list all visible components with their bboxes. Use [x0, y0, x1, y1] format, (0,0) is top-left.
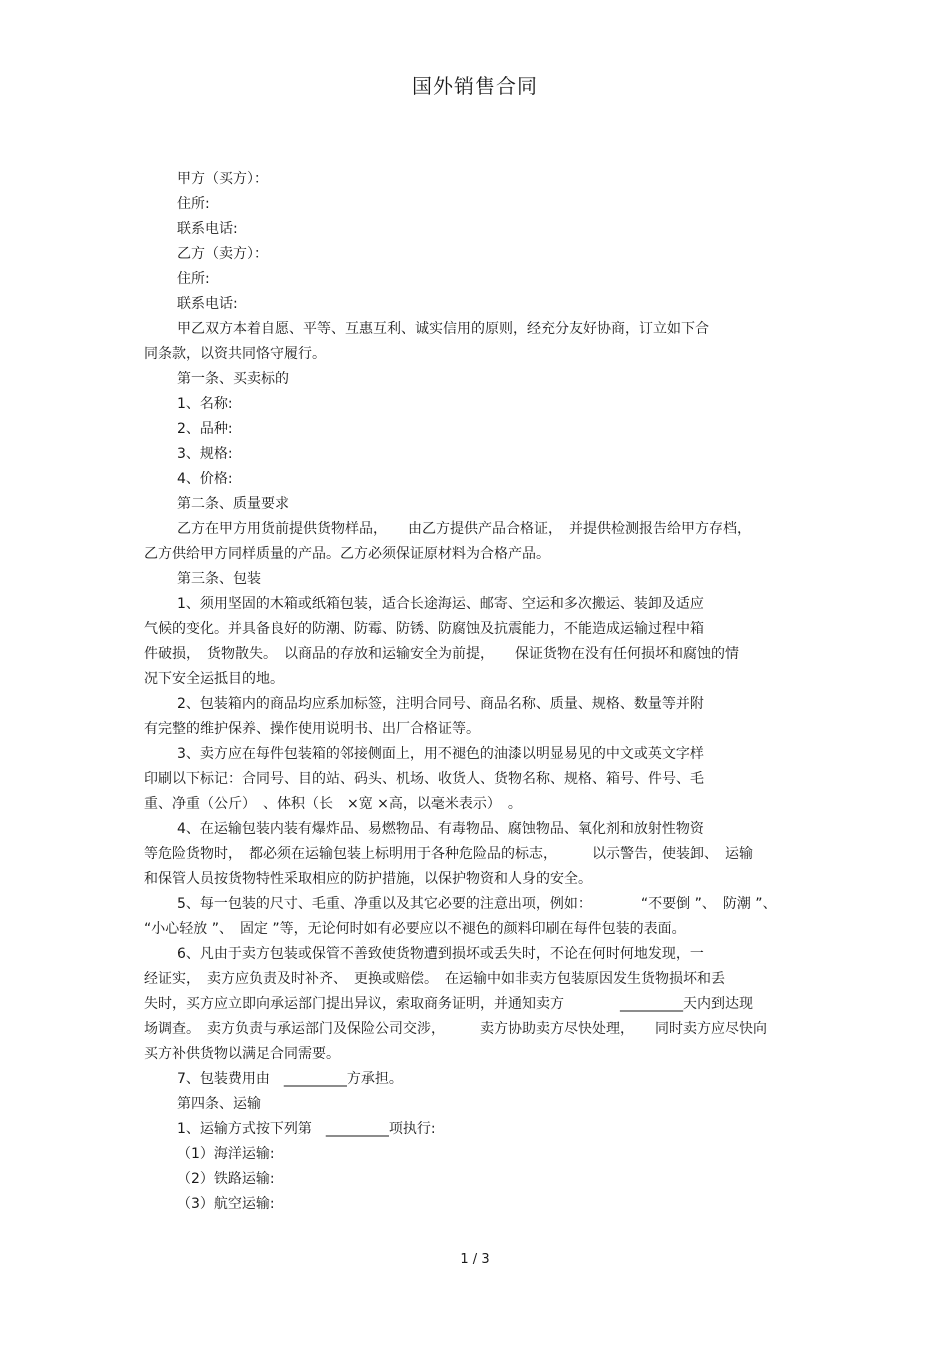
transport-option-ocean: （1）海洋运输:	[177, 1146, 275, 1162]
article-3-clause-7: 7、包装费用由 _________方承担。	[177, 1071, 403, 1087]
article-3-clause-1-line-1: 1、须用坚固的木箱或纸箱包装，适合长途海运、邮寄、空运和多次搬运、装卸及适应	[177, 596, 704, 612]
article-1-item-price: 4、价格:	[177, 471, 233, 487]
transport-option-rail: （2）铁路运输:	[177, 1171, 275, 1187]
article-2-text-line-2: 乙方供给甲方同样质量的产品。乙方必须保证原材料为合格产品。	[144, 546, 550, 562]
party-b-seller: 乙方（卖方）：	[177, 246, 268, 262]
preamble-line-1: 甲乙双方本着自愿、平等、互惠互利、诚实信用的原则，经充分友好协商，订立如下合	[177, 321, 709, 337]
article-3-clause-6-line-1: 6、凡由于卖方包装或保管不善致使货物遭到损坏或丢失时，不论在何时何地发现，一	[177, 946, 704, 962]
preamble-line-2: 同条款，以资共同恪守履行。	[144, 346, 326, 362]
article-3-clause-2-line-2: 有完整的维护保养、操作使用说明书、出厂合格证等。	[144, 721, 480, 737]
article-3-clause-3-line-2: 印刷以下标记：合同号、目的站、码头、机场、收货人、货物名称、规格、箱号、件号、毛	[144, 771, 704, 787]
article-3-clause-6-line-2: 经证实， 卖方应负责及时补齐、 更换或赔偿。 在运输中如非卖方包装原因发生货物损坏和丢	[144, 971, 725, 987]
article-3-clause-6-line-3: 失时，买方应立即向承运部门提出异议，索取商务证明，并通知卖方 _________天内到达现	[144, 996, 753, 1012]
article-3-clause-3-line-1: 3、卖方应在每件包装箱的邻接侧面上，用不褪色的油漆以明显易见的中文或英文字样	[177, 746, 704, 762]
article-3-clause-5-line-1: 5、每一包装的尺寸、毛重、净重以及其它必要的注意出项，例如： “不要倒 ”、 防潮 ”、	[177, 896, 777, 912]
article-3-clause-1-line-4: 况下安全运抵目的地。	[144, 671, 284, 687]
article-2-text-line-1: 乙方在甲方用货前提供货物样品， 由乙方提供产品合格证， 并提供检测报告给甲方存档，	[177, 521, 751, 537]
party-b-address: 住所:	[177, 271, 210, 287]
article-3-clause-4-line-3: 和保管人员按货物特性采取相应的防护措施，以保护物资和人身的安全。	[144, 871, 592, 887]
article-3-clause-4-line-2: 等危险货物时， 都必须在运输包装上标明用于各种危险品的标志， 以示警告，使装卸、 运输	[144, 846, 753, 862]
party-a-phone: 联系电话:	[177, 221, 238, 237]
article-3-clause-1-line-2: 气候的变化。并具备良好的防潮、防霉、防锈、防腐蚀及抗震能力，不能造成运输过程中箱	[144, 621, 704, 637]
article-2-heading: 第二条、质量要求	[177, 496, 289, 512]
page-title: 国外销售合同	[412, 74, 538, 98]
party-b-phone: 联系电话:	[177, 296, 238, 312]
article-3-clause-2-line-1: 2、包装箱内的商品均应系加标签，注明合同号、商品名称、质量、规格、数量等并附	[177, 696, 704, 712]
article-4-clause-1: 1、运输方式按下列第 _________项执行:	[177, 1121, 436, 1137]
page-number: 1 / 3	[460, 1252, 490, 1267]
article-3-clause-1-line-3: 件破损， 货物散失。 以商品的存放和运输安全为前提， 保证货物在没有任何损坏和腐蚀的情	[144, 646, 739, 662]
article-3-clause-3-line-3: 重、净重（公斤） 、体积（长 ×宽 ×高，以毫米表示） 。	[144, 796, 522, 812]
party-a-buyer: 甲方（买方）：	[177, 171, 268, 187]
article-1-item-variety: 2、品种:	[177, 421, 233, 437]
article-1-heading: 第一条、买卖标的	[177, 371, 289, 387]
article-3-clause-6-line-4: 场调查。 卖方负责与承运部门及保险公司交涉， 卖方协助卖方尽快处理， 同时卖方应尽快向	[144, 1021, 767, 1037]
article-1-item-name: 1、名称:	[177, 396, 233, 412]
article-3-heading: 第三条、包装	[177, 571, 261, 587]
article-4-heading: 第四条、运输	[177, 1096, 261, 1112]
article-3-clause-6-line-5: 买方补供货物以满足合同需要。	[144, 1046, 340, 1062]
article-1-item-spec: 3、规格:	[177, 446, 233, 462]
transport-option-air: （3）航空运输:	[177, 1196, 275, 1212]
article-3-clause-4-line-1: 4、在运输包装内装有爆炸品、易燃物品、有毒物品、腐蚀物品、氧化剂和放射性物资	[177, 821, 704, 837]
party-a-address: 住所:	[177, 196, 210, 212]
article-3-clause-5-line-2: “小心轻放 ”、 固定 ”等，无论何时如有必要应以不褪色的颜料印刷在每件包装的表面。	[144, 921, 686, 937]
